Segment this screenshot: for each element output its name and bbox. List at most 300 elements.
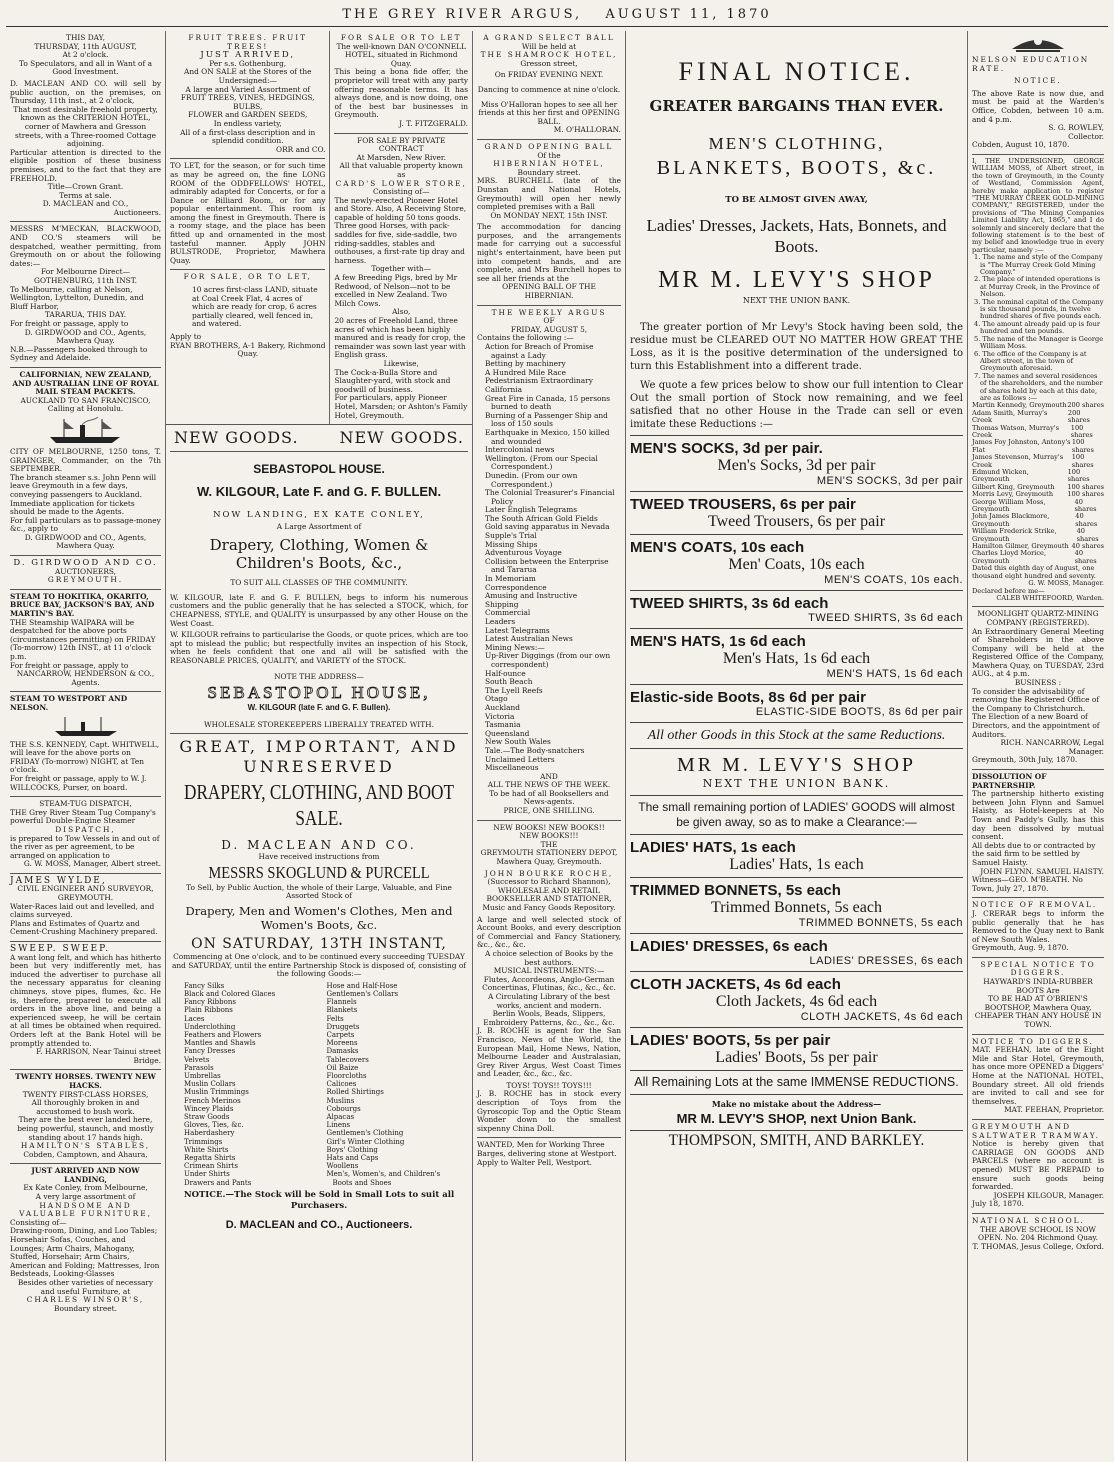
- goods-left-item: Straw Goods: [184, 1113, 230, 1122]
- shareholder-shares: 40 shares: [1071, 542, 1104, 551]
- private-contract-ad: [334, 134, 468, 425]
- goods-right-item: Hats and Caps: [326, 1154, 379, 1163]
- all-remaining: All Remaining Lots at the same IMMENSE REDUCTIONS.: [630, 1071, 963, 1095]
- levy-p2: We quote a few prices below to show our full intention to Clear Out the small portion of Stock now remaining, and we feel satisfied that no other House in the Trade can sell or even imitate these Reductions :—: [630, 379, 963, 436]
- horses-more: They are the best ever landed here, being powerful, staunch, and mostly standing about 17 hands high.: [17, 1115, 154, 1142]
- meckan-tar: TARARUA, THIS DAY.: [44, 310, 127, 320]
- levy-item-title: MEN'S SOCKS, 3d per pair.: [630, 440, 823, 457]
- tramway-ad: [972, 1120, 1104, 1214]
- shareholder-name: George William Moss, Greymouth: [972, 497, 1046, 514]
- shareholder-name: Thomas Watson, Murray's Creek: [972, 423, 1060, 439]
- nel-date: Cobden, August 10, 1870.: [972, 140, 1070, 150]
- cal-city: CITY OF MELBOURNE, 1250 tons, T. GRAINGER, Commander, on the 7th SEPTEMBER.: [10, 446, 161, 474]
- goods-left-item: White Shirts: [184, 1145, 229, 1154]
- horses-sub: TWENTY FIRST-CLASS HORSES,: [22, 1089, 149, 1099]
- sale-head: FOR SALE, OR TO LET,: [183, 272, 312, 282]
- hibernian-ball-ad: [477, 140, 621, 306]
- levy-item-mid: Trimmed Bonnets, 5s each: [711, 899, 882, 916]
- toys-body: J. B. ROCHE has in stock every description of Toys from the Gyroscopic Top and the Optic Steam Wonder down to the smallest sixpenny China Doll.: [477, 1089, 621, 1133]
- fruit-seeds: FLOWER and GARDEN SEEDS,: [188, 110, 308, 120]
- oconnell-ad: [334, 31, 468, 134]
- nd-head: NOTICE TO DIGGERS.: [972, 1036, 1094, 1046]
- auction-title: Title—Crown Grant.: [47, 182, 124, 192]
- meckan-body: MESSRS M'MECKAN, BLACKWOOD, AND CO.'S steamers will be despatched, weather permitting, from Greymouth on or about the following dates:—: [10, 224, 161, 268]
- books-roche: JOHN BOURKE ROCHE,: [484, 868, 614, 878]
- wanted-ad: [477, 1138, 621, 1171]
- goods-right-item: Carpets: [326, 1031, 355, 1040]
- weekly-item: Gold saving apparatus in Nevada: [485, 522, 610, 532]
- auction-note: Particular attention is directed to the eligible position of these business premises, and to the fact that they are FREEHOLD.: [10, 147, 161, 183]
- levy-price-item: [630, 685, 963, 723]
- next-union: NEXT THE UNION BANK.: [742, 296, 851, 305]
- goods-right-item: Felts: [326, 1014, 344, 1023]
- wylde-body: Water-Races laid out and levelled, and claims surveyed.: [10, 901, 155, 920]
- moss-item: 3. The nominal capital of the Company is six thousand pounds, in twelve hundred shares of five pounds each.: [974, 297, 1104, 321]
- cal-full: For full particulars as to passage-money &c., apply to: [10, 515, 161, 534]
- goods-left-item: Feathers and Flowers: [184, 1031, 262, 1040]
- cal-head: CALIFORNIAN, NEW ZEALAND, AND AUSTRALIAN LINE OF ROYAL MAIL STEAM PACKETS.: [12, 369, 159, 397]
- horses-head: TWENTY HORSES. TWENTY NEW HACKS.: [15, 1072, 156, 1090]
- shareholder-row: [972, 454, 1104, 469]
- weekly-item: Earthquake in Mexico, 150 killed and wounded: [485, 427, 610, 446]
- ball-head: A GRAND SELECT BALL: [483, 33, 615, 42]
- masthead-date: AUGUST 11, 1870: [605, 7, 772, 22]
- new-goods-banner: [170, 425, 468, 452]
- moon-sig: RICH. NANCARROW, Legal Manager.: [1000, 738, 1104, 756]
- removal-ad: [972, 898, 1104, 958]
- levy-item-title: LADIES' DRESSES, 6s each: [630, 938, 828, 955]
- tram-sig: JOSEPH KILGOUR, Manager.: [993, 1190, 1104, 1200]
- seb-name: SEBASTOPOL HOUSE.: [253, 462, 385, 477]
- column-6: [968, 31, 1108, 1461]
- pc-with: Together with—: [371, 264, 432, 274]
- shareholder-row: [972, 499, 1104, 514]
- column-3: [330, 31, 472, 424]
- hok-head: STEAM TO HOKITIKA, OKARITO, BRUCE BAY, JACKSON'S BAY, AND MARTIN'S BAY.: [10, 591, 155, 619]
- weekly-item: Collision between the Enterprise and Tararua: [485, 556, 609, 575]
- moss-item: 4. The amount already paid up is four hundred and ten pounds.: [974, 319, 1101, 336]
- drapery-sale-ad: [170, 734, 468, 1236]
- oc-body: The well-known DAN O'CONNELL HOTEL, situated in Richmond Quay.: [336, 41, 466, 68]
- tug-ad: [10, 797, 161, 874]
- ball-day: On FRIDAY EVENING NEXT.: [494, 70, 604, 80]
- levy-item-mid: Men's Socks, 3d per pair: [717, 457, 876, 474]
- levy-item-mid: Tweed Trousers, 6s per pair: [707, 513, 886, 530]
- weekly-item: Amusing and Instructive: [485, 591, 578, 601]
- let-ad: [170, 159, 325, 270]
- shareholder-shares: 40 shares: [1074, 549, 1097, 565]
- all-other: All other Goods in this Stock at the same Reductions.: [630, 723, 963, 749]
- moon-date: Greymouth, 30th July, 1870.: [972, 755, 1078, 765]
- meckan-agent: D. GIRDWOOD and CO., Agents, Mawhera Quay.: [24, 327, 147, 346]
- hib-day: On MONDAY NEXT, 15th INST.: [490, 210, 608, 220]
- levy-item-mid: Men's Hats, 1s 6d each: [722, 650, 871, 667]
- seb-p1: W. KILGOUR, late F. and G. F. BULLEN, begs to inform his numerous customers and the public generally that he has selected a STOCK, which, for CHEAPNESS, STYLE, and QUALITY is unsurpassed by any other House on the West Coast.: [170, 592, 468, 628]
- shamrock-ball-ad: [477, 31, 621, 140]
- thompson-smith: THOMPSON, SMITH, AND BARKLEY.: [668, 1132, 925, 1149]
- pc-cons: Consisting of—: [372, 187, 430, 197]
- goods-left-item: Wincey Plaids: [184, 1104, 234, 1113]
- goods-right-item: Oil Baize: [326, 1063, 359, 1072]
- hok-agent: NANCARROW, HENDERSON & CO., Agents.: [16, 669, 155, 687]
- nel-coll: Collector.: [1068, 131, 1104, 141]
- weekly-item: California: [485, 384, 523, 394]
- hib-st: Boundary street.: [517, 167, 581, 177]
- goods-list-right: [324, 982, 456, 1187]
- goods-left-item: Muslin Trimmings: [184, 1088, 249, 1097]
- goods-left-item: Muslin Collars: [184, 1080, 236, 1089]
- horses-loc: Cobden, Camptown, and Ahaura,: [23, 1149, 148, 1159]
- weekly-date: FRIDAY, AUGUST 5,: [510, 324, 588, 334]
- books-choice: A choice selection of Books by the best authors.: [484, 948, 614, 967]
- column-2: [166, 31, 330, 424]
- wylde-ad: [10, 874, 161, 942]
- mac-sko: MESSRS SKOGLUND & PURCELL: [208, 862, 430, 882]
- shareholder-row: [972, 439, 1104, 454]
- levy-item-mid: Cloth Jackets, 4s 6d each: [715, 993, 878, 1010]
- moon-b2: The Election of a new Board of Directors, and the appointment of Auditors.: [972, 712, 1100, 739]
- hok-freight: For freight or passage, apply to: [10, 660, 129, 670]
- levy-shop-2: MR M. LEVY'S SHOP: [676, 754, 917, 776]
- shareholder-name: Charles Lloyd Morice, Greymouth: [972, 549, 1047, 565]
- shareholder-shares: 100 shares: [1070, 423, 1093, 439]
- diss-sig: JOHN FLYNN. SAMUEL HAISTY.: [980, 866, 1104, 876]
- goods-right-item: Gentlemen's Clothing: [326, 1129, 404, 1138]
- greater-bargains: GREATER BARGAINS THAN EVER.: [649, 97, 944, 115]
- goods-right-item: Cobourgs: [326, 1104, 361, 1113]
- final-notice: FINAL NOTICE.: [678, 57, 915, 86]
- shareholder-name: Hamilton Gilmer, Greymouth: [972, 542, 1069, 551]
- levy-item-title: MEN'S COATS, 10s each: [630, 539, 805, 556]
- weekly-item: Betting by machinery: [485, 359, 566, 369]
- moon-body: An Extraordinary General Meeting of Shareholders in the above Company will be held at the Registered Office of the Company, Mawhera Quay, on TUESDAY, 23rd AUG., at 4 p.m.: [972, 626, 1104, 679]
- nd-sig: MAT. FEEHAN, Proprietor.: [1004, 1105, 1104, 1115]
- weekly-item: Missing Ships: [485, 539, 538, 549]
- wylde-sub: CIVIL ENGINEER AND SURVEYOR, GREYMOUTH.: [17, 884, 154, 903]
- goods-left-item: Regatta Shirts: [184, 1154, 236, 1163]
- levy-price-item: [630, 972, 963, 1028]
- ball-held: Will be held at: [521, 41, 577, 51]
- goods-right-item: Boys' Clothing: [326, 1145, 378, 1154]
- shareholder-shares: 200 shares: [1067, 401, 1104, 410]
- shareholder-shares: 200 shares: [1067, 408, 1090, 425]
- weekly-list: [483, 343, 621, 773]
- pc-at: At Marsden, New River.: [356, 152, 446, 162]
- pc-cock: The Cock-a-Bulla Store and Slaughter-yard, with stock and goodwill of business.: [334, 367, 451, 394]
- winsor-ad: [10, 1164, 161, 1317]
- fruit-per: Per s.s. Gothenburg,: [209, 58, 287, 68]
- auction-to: To Speculators, and all in Want of a Good Investment.: [18, 58, 152, 77]
- fruit-sig: ORR and CO.: [276, 144, 326, 154]
- goods-left-item: Mantles and Shawls: [184, 1039, 256, 1048]
- seb-kil: W. KILGOUR, Late F. and G. F. BULLEN.: [196, 484, 442, 500]
- meckan-goth: GOTHENBURG, 11th INST.: [34, 276, 137, 286]
- winsor-head: JUST ARRIVED AND NOW LANDING,: [31, 1166, 140, 1184]
- shareholder-shares: 100 shares: [1067, 490, 1104, 499]
- books-large: A large and well selected stock of Account Books, and every description of Commercial and Fancy Stationery, &c., &c., &c.: [477, 914, 621, 950]
- goods-left-item: Under Shirts: [184, 1170, 230, 1179]
- goods-list: [182, 982, 456, 1187]
- weekly-item: Supple's Trial: [485, 531, 537, 541]
- goods-left-item: Velvets: [184, 1055, 210, 1064]
- moss-decl: Declared before me—: [972, 586, 1045, 595]
- seb-house: SEBASTOPOL HOUSE,: [207, 683, 431, 703]
- levy-item-right: TRIMMED BONNETS, 5s each: [798, 917, 963, 929]
- moss-item: 6. The office of the Company is at Albert street, in the town of Greymouth aforesaid.: [974, 349, 1087, 373]
- winsor-items: Drawing-room, Dining, and Loo Tables; Horsehair Sofas, Couches, and Lounges; Arm Chairs, Mahogany, Stuffed, Horsehair; Arm Chairs, American and Folding; Mattresses, Iron Bedsteads, Looking-Glasses: [10, 1226, 160, 1279]
- new-goods-left: NEW GOODS.: [174, 428, 299, 448]
- weekly-item: In Memoriam: [485, 574, 536, 584]
- wylde-plans: Plans and Estimates of Quartz and Cement-Crushing Machinery prepared.: [10, 918, 158, 937]
- weekly-item: Leaders: [485, 617, 516, 626]
- sweep-ad: [10, 942, 161, 1070]
- goods-left-item: Black and Colored Glaces: [184, 990, 276, 999]
- horses-body: All thoroughly broken in and accustomed to bush work.: [31, 1098, 140, 1116]
- next-union-2: NEXT THE UNION BANK.: [630, 777, 963, 796]
- goods-right-item: Druggets: [326, 1022, 360, 1031]
- shareholder-shares: 100 shares: [1071, 453, 1094, 469]
- wn-head: STEAM TO WESTPORT AND NELSON.: [10, 694, 128, 712]
- moss-sig: G. W. MOSS, Manager.: [1028, 579, 1104, 588]
- levy-item-right: ELASTIC-SIDE BOOTS, 8s 6d per pair: [755, 706, 963, 718]
- goods-left-item: Crimean Shirts: [184, 1162, 238, 1171]
- meckan-ad: [10, 222, 161, 368]
- tug-head: STEAM-TUG DISPATCH,: [39, 799, 132, 809]
- weekly-item: Miscellaneous: [485, 763, 539, 773]
- fruit-just: JUST ARRIVED,: [200, 50, 296, 61]
- weekly-item: Latest Telegrams: [485, 625, 550, 635]
- shareholder-shares: 40 shares: [1074, 497, 1097, 514]
- weekly-item: Burning of a Passenger Ship and loss of 150 souls: [485, 410, 608, 429]
- goods-left-item: Parasols: [184, 1063, 214, 1072]
- meckan-nb: N.B.—Passengers booked through to Sydney and Adelaide.: [10, 344, 148, 363]
- auction-prop: That most desirable freehold property, known as the CRITERION HOTEL, corner of Mawhera and Gresson streets, with a Three-roomed Cottage adjoining.: [13, 104, 158, 149]
- levy-price-list-2: [630, 835, 963, 1071]
- goods-right-item: Damasks: [326, 1047, 359, 1056]
- ball-miss: Miss O'Halloran hopes to see all her friends at this her first and OPENING BALL.: [478, 99, 620, 126]
- pc-also: Also,: [392, 307, 411, 317]
- books-music: Music and Fancy Goods Repository.: [482, 903, 616, 912]
- moss-warden: CALEB WHITEFOORD, Warden.: [996, 593, 1104, 602]
- blankets-boots: BLANKETS, BOOTS, &c.: [656, 157, 937, 179]
- fruit-var: In endless variety,: [213, 118, 282, 128]
- levy-item-mid: Men' Coats, 10s each: [728, 556, 865, 573]
- goods-right-item: Girl's Winter Clothing: [326, 1137, 405, 1146]
- levy-item-right: CLOTH JACKETS, 4s 6d each: [800, 1011, 963, 1023]
- shareholder-row: [972, 469, 1104, 484]
- levy-price-item: [630, 934, 963, 972]
- goods-right-item: Moreens: [326, 1039, 358, 1048]
- books-succ: (Successor to Richard Shannon),: [487, 877, 611, 887]
- auction-time: At 2 o'clock.: [62, 50, 109, 60]
- rem-date: Greymouth, Aug. 9, 1870.: [972, 943, 1069, 953]
- levy-item-title: TWEED TROUSERS, 6s per pair: [630, 496, 856, 513]
- oc-head: FOR SALE OR TO LET: [340, 33, 462, 42]
- meckan-freight: For freight or passage, apply to: [10, 319, 129, 328]
- column-1: [6, 31, 166, 1461]
- shareholder-name: Martin Kennedy, Greymouth: [972, 401, 1067, 410]
- sale-sig: RYAN BROTHERS, A-1 Bakery, Richmond Quay.: [170, 340, 326, 359]
- levy-item-right: MEN'S HATS, 1s 6d each: [826, 668, 963, 680]
- goods-right-item: Calicoes: [326, 1080, 357, 1089]
- moss-dated: Dated this eighth day of August, one thousand eight hundred and seventy.: [972, 564, 1096, 580]
- weekly-item: Auckland: [485, 702, 520, 712]
- tug-body: THE Grey River Steam Tug Company's powerful Double-Engine Steamer: [10, 807, 156, 826]
- new-goods-right: NEW GOODS.: [339, 428, 464, 448]
- national-school-ad: [972, 1214, 1104, 1255]
- weekly-price: PRICE, ONE SHILLING.: [503, 806, 595, 816]
- moss-body: I, THE UNDERSIGNED, GEORGE WILLIAM MOSS, of Albert street, in the town of Greymouth, in the County of Westland, Commission Agent, hereby make application to register "THE MURRAY CREEK GOLD-MINING COMPANY," REGISTERED, under the provisions of "The Mining Companies Limited Liability Act, 1865," and I do solemnly and sincerely declare that the following statement is to the best of my belief and knowledge true in every particular, namely :—: [972, 156, 1104, 254]
- wanted-body: WANTED, Men for Working Three Barges, delivering stone at Westport. Apply to Walter Pell, Westport.: [477, 1140, 617, 1167]
- murray-creek-ad: [972, 155, 1104, 607]
- fruit-items: FRUIT TREES, VINES, HEDGINGS, BULBS,: [180, 93, 315, 111]
- diss-wit: Witness—GEO. M'BEATH. No Town, July 27, 1870.: [972, 875, 1083, 893]
- tram-body: Notice is hereby given that CARRIAGE ON GOODS AND PARCELS (where no account is opened) MUST BE PREPAID to ensure such goods being forwarded.: [972, 1139, 1104, 1192]
- books-agent: J. B. ROCHE is agent for the San Francisco, News of the World, the European Mail, Home News, Nation, Melbourne Leader and Australasian, Grey River Argus, West Coast Times and Leader, &c., &c., &c.: [477, 1026, 621, 1079]
- pc-part: For particulars, apply Pioneer Hotel, Marsden; or Ashton's Family Hotel, Greymouth.: [334, 393, 468, 420]
- auction-sig1: D. MACLEAN and CO.,: [42, 199, 129, 209]
- weekly-cont: Contains the following :—: [477, 333, 574, 343]
- moss-item: 5. The name of the Manager is George William Moss.: [974, 334, 1104, 351]
- weekly-item: Adventurous Voyage: [485, 548, 562, 558]
- levy-price-item: [630, 436, 963, 492]
- dig-head: SPECIAL NOTICE TO DIGGERS.: [980, 959, 1096, 978]
- fruit-head: FRUIT TREES. FRUIT TREES!: [188, 33, 308, 51]
- shareholder-shares: 40 shares: [1075, 512, 1098, 528]
- weekly-item: Half-ounce: [485, 668, 526, 678]
- nel-sig: S. G. ROWLEY,: [1048, 123, 1104, 133]
- levy-price-item: [630, 591, 963, 629]
- mac-notice: NOTICE.—The Stock will be Sold in Small Lots to suit all Purchasers.: [183, 1189, 455, 1211]
- goods-right-item: Blankets: [326, 1006, 358, 1015]
- goods-left-item: Drawers and Pants: [184, 1178, 252, 1187]
- weekly-argus-ad: [477, 306, 621, 821]
- sweep-sig: F. HARRISON, Near Tainui street Bridge.: [36, 1047, 161, 1065]
- goods-right-item: Men's, Women's, and Children's Boots and Shoes: [326, 1170, 441, 1187]
- weekly-item: The South African Gold Fields: [485, 513, 598, 523]
- levy-p1: The greater portion of Mr Levy's Stock having been sold, the residue must be CLEARED OUT NO MATTER HOW GREAT THE Loss, as it is the positive determination of the undersigned to turn this Establishment into a different trade.: [630, 322, 963, 372]
- tug-sig: G. W. MOSS, Manager, Albert street.: [23, 859, 161, 869]
- goods-left-item: Fancy Silks: [184, 981, 225, 990]
- levy-item-title: CLOTH JACKETS, 4s 6d each: [630, 976, 841, 993]
- westport-ad: [10, 692, 161, 797]
- diss-body: The partnership hitherto existing between John Flynn and Samuel Haisty, as Hotel-keepers at No Town and Paddy's Gully, has this day been dissolved by mutual consent.: [972, 789, 1104, 842]
- dig-cheap: CHEAPER THAN ANY HOUSE IN TOWN.: [974, 1011, 1102, 1030]
- levy-item-title: Elastic-side Boots, 8s 6d per pair: [630, 689, 866, 706]
- levy-item-right: LADIES' DRESSES, 6s each: [809, 955, 963, 967]
- great-head: GREAT, IMPORTANT, AND UNRESERVED: [179, 737, 459, 777]
- weekly-item: Unclaimed Letters: [485, 754, 555, 764]
- auction-ad: [10, 31, 161, 222]
- levy-item-title: LADIES' BOOTS, 5s per pair: [630, 1032, 831, 1049]
- tug-more: is prepared to Tow Vessels in and out of the river as per agreement, to be arranged on application to: [10, 833, 160, 860]
- weekly-item: Commercial: [485, 608, 531, 618]
- goods-left-item: Fancy Dresses: [184, 1047, 236, 1056]
- cal-agent: D. GIRDWOOD and CO., Agents, Mawhera Quay.: [24, 532, 147, 551]
- levy-address: MR M. LEVY'S SHOP, next Union Bank.: [630, 1110, 963, 1131]
- column-4: [473, 31, 626, 1461]
- goods-left-item: Umbrellas: [184, 1072, 221, 1081]
- shareholder-shares: 100 shares: [1067, 482, 1104, 491]
- shareholder-row: [972, 513, 1104, 528]
- gird-name: D. GIRDWOOD AND CO.: [13, 558, 158, 569]
- auction-body: D. MACLEAN AND CO. will sell by public auction, on the premises, on Thursday, 11th inst., at 2 o'clock,: [10, 78, 161, 106]
- books-circ: A Circulating Library of the best works, ancient and modern.: [488, 991, 610, 1010]
- weekly-all: ALL THE NEWS OF THE WEEK.: [487, 780, 611, 790]
- levy-price-item: [630, 629, 963, 685]
- weekly-and: AND: [540, 771, 558, 781]
- levy-item-title: TWEED SHIRTS, 3s 6d each: [630, 595, 829, 612]
- hokitika-ad: [10, 590, 161, 693]
- mac-draper: Drapery, Men and Women's Clothes, Men and Women's Boots, &c.: [185, 904, 453, 933]
- hib-acc: The accommodation for dancing purposes, and the arrangements made for carrying out a successful night's entertainment, have been put into competent hands, and are complete, and Mrs Burchell hopes to see all her friends at the: [477, 222, 621, 283]
- mac-sell: To Sell, by Public Auction, the whole of their Large, Valuable, and Fine Assorted Stock of: [186, 882, 452, 901]
- gird-town: GREYMOUTH.: [47, 575, 124, 585]
- dissolution-ad: [972, 770, 1104, 898]
- seb-whole: WHOLESALE STOREKEEPERS LIBERALLY TREATED WITH.: [204, 719, 434, 729]
- goods-left-item: Underclothing: [184, 1022, 236, 1031]
- weekly-item: Victoria: [485, 711, 515, 721]
- books-berlin: Berlin Wools, Beads, Slippers, Embroidery Patterns, &c., &c., &c.: [483, 1009, 615, 1027]
- goods-right-item: Hose and Half-Hose: [326, 981, 398, 990]
- levy-shop: MR M. LEVY'S SHOP: [658, 267, 935, 293]
- mac-name: D. MACLEAN AND CO.: [221, 838, 417, 853]
- seb-kil2: W. KILGOUR (late F. and G. F. Bullen).: [247, 703, 391, 713]
- column-2-3-top: [166, 31, 472, 425]
- goods-left-item: Fancy Ribbons: [184, 998, 236, 1007]
- seb-draper: Drapery, Clothing, Women & Children's Boots, &c.,: [209, 535, 429, 572]
- diss-head: DISSOLUTION OF PARTNERSHIP.: [972, 772, 1047, 790]
- ball-dance: Dancing to commence at nine o'clock.: [477, 84, 621, 94]
- weekly-head: THE WEEKLY ARGUS: [491, 307, 607, 317]
- pc-all: All that valuable property known as: [339, 161, 463, 179]
- goods-left-item: Haberdashery: [184, 1129, 235, 1138]
- books-ad: [477, 821, 621, 1139]
- levy-item-title: LADIES' HATS, 1s each: [630, 839, 796, 856]
- goods-right-item: Gentlemen's Collars: [326, 990, 399, 999]
- auction-date: THURSDAY, 11th AUGUST,: [34, 41, 137, 51]
- sebastopol-ad: [170, 452, 468, 734]
- small-remaining: The small remaining portion of LADIES' GOODS will almost be given away, so as to make a Clearance:—: [630, 796, 963, 835]
- weekly-item: New South Wales: [485, 737, 551, 747]
- levy-price-item: [630, 835, 963, 878]
- wylde-name: JAMES WYLDE,: [10, 875, 107, 886]
- mac-comm: Commencing at One o'clock, and to be continued every succeeding TUESDAY and SATURDAY, until the entire Partnership Stock is disposed of, consisting of the following Goods:—: [171, 952, 467, 979]
- seb-land: NOW LANDING, EX KATE CONLEY,: [213, 510, 425, 521]
- shareholder-row: [972, 528, 1104, 543]
- pc-breed: A few Breeding Pigs, bred by Mr Redwood, of Nelson—not to be excelled in New Zealand. Two Milch Cows.: [334, 273, 458, 308]
- shares-list: [972, 402, 1104, 565]
- shareholder-name: Edmund Wicken, Greymouth: [972, 468, 1029, 484]
- goods-right-item: Linens: [326, 1121, 351, 1130]
- auction-terms: Terms at sale.: [59, 190, 112, 200]
- cal-route: AUCKLAND TO SAN FRANCISCO, Calling at Honolulu.: [20, 395, 151, 414]
- weekly-item: Shipping: [485, 599, 519, 609]
- goods-right-item: Flannels: [326, 998, 357, 1007]
- levy-price-item: [630, 1028, 963, 1071]
- mac-sat: ON SATURDAY, 13TH INSTANT,: [191, 936, 447, 953]
- levy-price-item: [630, 878, 963, 934]
- weekly-item: Pedestrianism Extraordinary: [485, 376, 593, 386]
- weekly-of: OF: [543, 316, 555, 326]
- tram-date: July 18, 1870.: [972, 1199, 1024, 1209]
- sale-body: 10 acres first-class LAND, situate at Coal Creek Flat, 4 acres of which are ready for crop, 6 acres partially cleared, well fenced in, and watered.: [192, 285, 318, 329]
- shareholder-row: [972, 410, 1104, 425]
- pc-name: CARD'S LOWER STORE,: [335, 178, 467, 188]
- weekly-item: Wellington. (From our Special Correspondent.): [485, 453, 598, 472]
- books-inst: Flutes, Accordeons, Anglo-German Concertinas, Flutinas, &c., &c., &c.: [482, 974, 616, 993]
- shareholder-name: Morris Levy, Greymouth: [972, 490, 1054, 499]
